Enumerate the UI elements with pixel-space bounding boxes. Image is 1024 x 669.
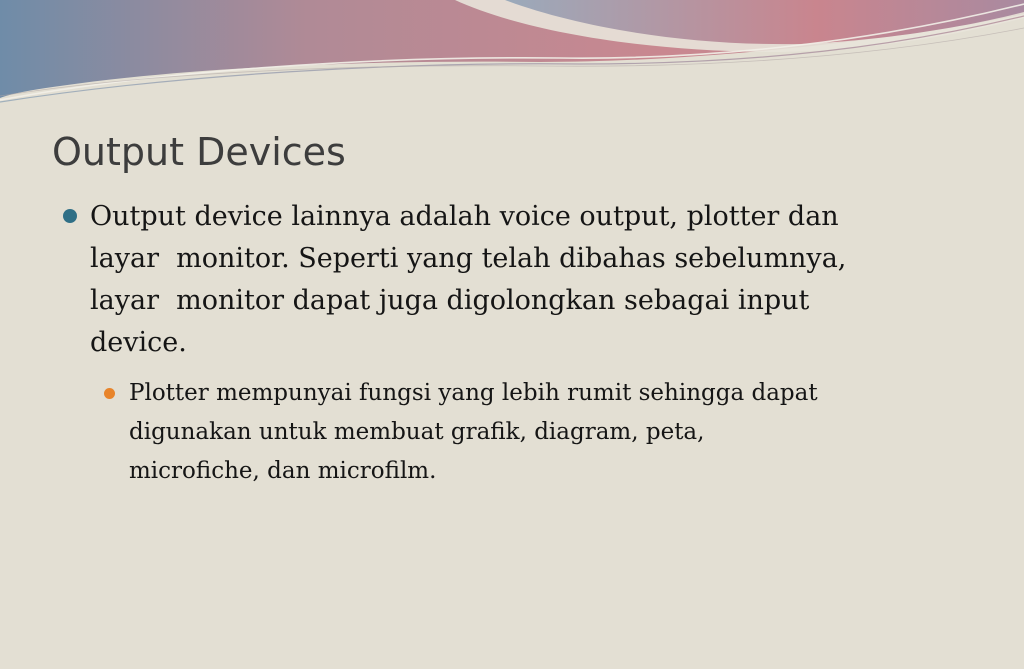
sub-bullet-line: digunakan untuk membuat grafik, diagram, peta, (129, 419, 705, 445)
sub-bullet-dot-icon (104, 388, 115, 399)
bullet-line: layar monitor dapat juga digolongkan sebagai input (90, 285, 810, 316)
header-wave-decoration (0, 0, 1024, 110)
bullet-line: layar monitor. Seperti yang telah dibahas sebelumnya, (90, 243, 847, 274)
sub-bullet-line: Plotter mempunyai fungsi yang lebih rumit sehingga dapat (129, 380, 818, 406)
sub-bullet-item (101, 374, 962, 491)
bullet-dot-icon (63, 209, 77, 223)
sub-bullet-list (101, 374, 962, 491)
bullet-item (62, 196, 962, 364)
bullet-line: device. (90, 327, 187, 358)
slide-title: Output Devices (52, 130, 346, 174)
bullet-list (62, 196, 962, 491)
bullet-line: Output device lainnya adalah voice output, plotter dan (90, 201, 839, 232)
sub-bullet-line: microfiche, dan microfilm. (129, 458, 437, 484)
